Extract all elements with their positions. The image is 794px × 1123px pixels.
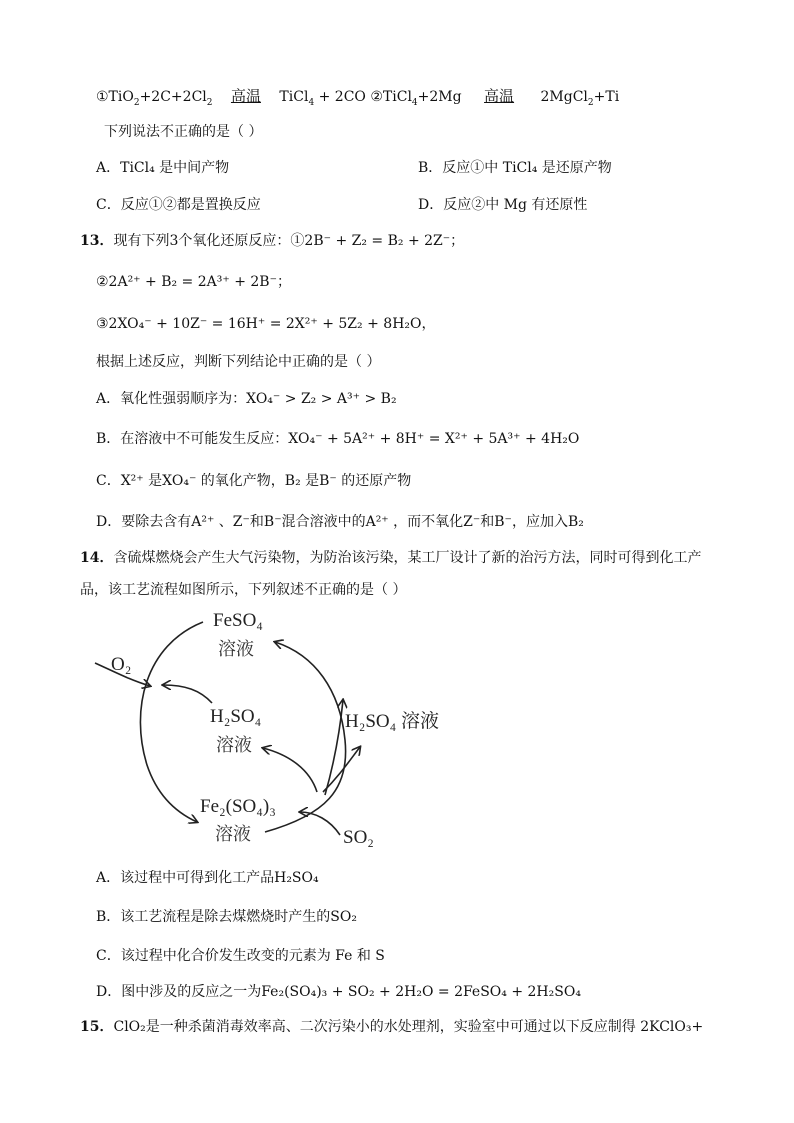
q12-option-b: B．反应①中 TiCl₄ 是还原产物 <box>418 160 612 176</box>
q14-stem-line2: 品，该工艺流程如图所示，下列叙述不正确的是（ ） <box>80 582 407 598</box>
q12-eq2-rhs-rest: +Ti <box>593 89 620 105</box>
q12-cond2: 高温 <box>484 87 515 105</box>
q12-cond1: 高温 <box>230 87 261 105</box>
q13-option-a: A．氧化性强弱顺序为：XO₄⁻ > Z₂ > A³⁺ > B₂ <box>96 391 397 407</box>
q12-option-c: C．反应①②都是置换反应 <box>96 197 261 213</box>
q14-option-a: A．该过程中可得到化工产品H₂SO₄ <box>96 870 319 886</box>
q14-flow-diagram <box>85 600 475 855</box>
q12-eq2-rhs: 2MgCl <box>540 89 588 105</box>
q13-reaction-2: ②2A²⁺ + B₂ = 2A³⁺ + 2B⁻； <box>96 274 291 290</box>
q12-stem: 下列说法不正确的是（ ） <box>104 124 263 140</box>
q12-eq1-lhs-rest: +2C+2Cl <box>139 89 207 105</box>
q13-reaction-3: ③2XO₄⁻ + 10Z⁻ = 16H⁺ = 2X²⁺ + 5Z₂ + 8H₂O， <box>96 316 436 332</box>
arrow-branch-to-inner-h2so4 <box>263 748 317 792</box>
q14-stem-line1 <box>80 548 701 568</box>
q13-intro-line <box>80 231 464 251</box>
diagram-feso4-label: FeSO₄ <box>213 610 263 631</box>
diagram-fe2so43-solution-label: 溶液 <box>215 824 251 845</box>
diagram-h2so4-inner-solution-label: 溶液 <box>216 735 252 756</box>
q13-option-d: D．要除去含有A²⁺ 、Z⁻和B⁻混合溶液中的A²⁺ ，而不氧化Z⁻和B⁻，应加入B₂ <box>96 514 584 530</box>
q15-number: 15． <box>80 1019 114 1035</box>
q12-eq2-lhs-rest: +2Mg <box>417 89 462 105</box>
q14-option-c: C．该过程中化合价发生改变的元素为 Fe 和 S <box>96 948 385 964</box>
q13-stem: 根据上述反应，判断下列结论中正确的是（ ） <box>96 354 381 370</box>
q14-option-b: B．该工艺流程是除去煤燃烧时产生的SO₂ <box>96 909 357 925</box>
arrow-h2so4-recycle <box>163 685 212 703</box>
q13-number: 13． <box>80 233 114 249</box>
q13-option-c: C．X²⁺ 是XO₄⁻ 的氧化产物，B₂ 是B⁻ 的还原产物 <box>96 473 412 489</box>
diagram-feso4-solution-label: 溶液 <box>218 639 254 660</box>
q12-eq1-rhs-rest: + 2CO <box>318 89 366 105</box>
arrow-feso4-to-fe2so43 <box>140 622 203 822</box>
arrow-branch-to-h2so4-output <box>323 747 360 792</box>
diagram-so2-label: SO₂ <box>343 827 374 848</box>
q14-stem1: 含硫煤燃烧会产生大气污染物，为防治该污染，某工厂设计了新的治污方法，同时可得到化工产 <box>113 550 702 566</box>
q12-eq2-lhs: ②TiCl <box>370 89 412 105</box>
q12-option-a: A．TiCl₄ 是中间产物 <box>96 160 230 176</box>
q13-intro: 现有下列3个氧化还原反应： <box>113 233 291 249</box>
q13-option-b: B．在溶液中不可能发生反应：XO₄⁻ + 5A²⁺ + 8H⁺ = X²⁺ + 5A³⁺ + 4H₂O <box>96 431 580 447</box>
q12-eq1-rhs: TiCl <box>279 89 309 105</box>
q12-equation-line: $①TiO_2+2C+2Cl_2$ 高温 TiCl$_4$ + 2CO ②TiCl$_4$+2Mg 高温 2MgCl$_2$+Ti <box>96 87 620 108</box>
q12-option-d: D．反应②中 Mg 有还原性 <box>418 197 588 213</box>
q12-eq1-lhs: ①TiO <box>96 89 134 105</box>
q14-number: 14． <box>80 550 114 566</box>
q14-option-d: D．图中涉及的反应之一为Fe₂(SO₄)₃ + SO₂ + 2H₂O = 2FeSO₄ + 2H₂SO₄ <box>96 984 581 1000</box>
diagram-h2so4-inner-label: H₂SO₄ <box>210 706 262 727</box>
diagram-h2so4-output-label: H₂SO₄ 溶液 <box>345 711 440 732</box>
arrow-fe2so43-to-feso4 <box>265 642 346 832</box>
q13-reaction-1: ①2B⁻ + Z₂ = B₂ + 2Z⁻； <box>290 233 465 249</box>
q15-stem-line <box>80 1017 703 1037</box>
diagram-o2-label: O₂ <box>111 654 132 675</box>
diagram-fe2so43-label: Fe₂(SO₄)₃ <box>200 796 276 817</box>
q15-stem: ClO₂是一种杀菌消毒效率高、二次污染小的水处理剂，实验室中可通过以下反应制得 2KClO₃+ <box>113 1019 704 1035</box>
